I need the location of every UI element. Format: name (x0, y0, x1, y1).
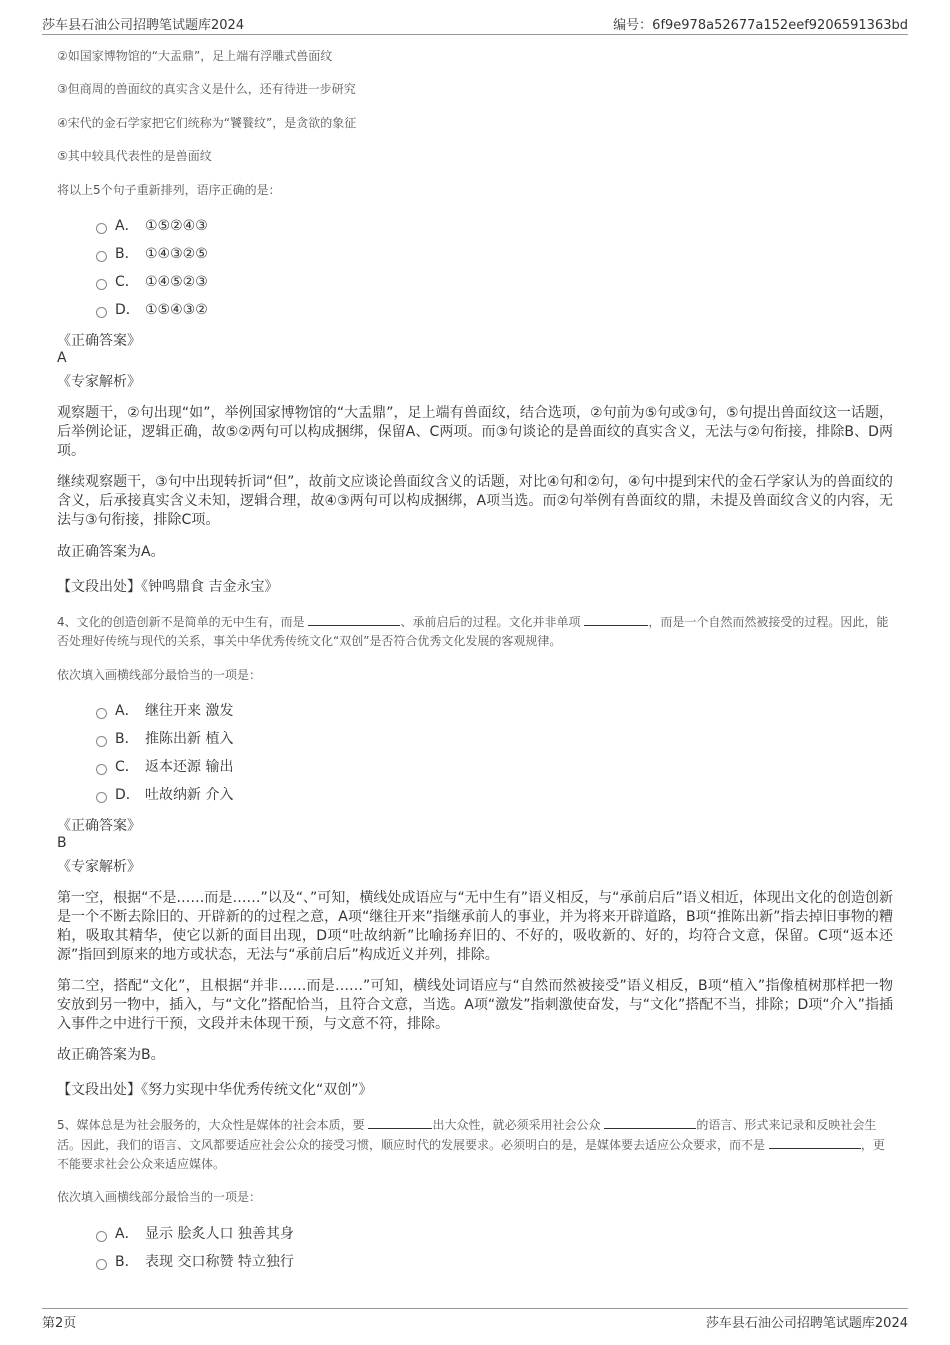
q4-analysis-conclusion: 故正确答案为B。 (57, 1047, 165, 1063)
q3-answer: A (57, 350, 67, 366)
q4-option-b[interactable]: B． 推陈出新 植入 (96, 729, 233, 749)
q4-option-a[interactable]: A． 继往开来 激发 (96, 701, 233, 721)
blank (368, 1115, 432, 1129)
q3-analysis-paragraph-2: 继续观察题干，③句中出现转折词“但”，故前文应谈论兽面纹含义的话题，对比④句和②句，④句中提到宋代的金石学家认为的兽面纹的含义，后承接真实含义未知，逻辑合理，故④③两句可以构成捆绑，A项当选。而②句举例有兽面纹的鼎，未提及兽面纹含义的内容，无法与③句衔接，排除C项。 (57, 474, 893, 528)
q3-statement-2: ②如国家博物馆的“大盂鼎”，足上端有浮雕式兽面纹 (57, 49, 333, 63)
blank (604, 1115, 696, 1129)
radio-icon[interactable] (96, 279, 107, 290)
q3-option-d[interactable]: D． ①⑤④③② (96, 300, 208, 320)
q4-option-d[interactable]: D． 吐故纳新 介入 (96, 785, 233, 805)
q3-analysis-paragraph-1: 观察题干，②句出现“如”，举例国家博物馆的“大盂鼎”，足上端有兽面纹，结合选项，②句前为⑤句或③句，⑤句提出兽面纹这一话题，后举例论证，逻辑正确，故⑤②两句可以构成捆绑，保留A、C两项。而③句谈论的是兽面纹的真实含义，无法与②句衔接，排除B、D两项。 (57, 405, 893, 459)
radio-icon[interactable] (96, 708, 107, 719)
q3-prompt: 将以上5个句子重新排列，语序正确的是： (57, 183, 281, 197)
q4-analysis-paragraph-1: 第一空，根据“不是……而是……”以及“、”可知，横线处成语应与“无中生有”语义相反，与“承前启后”语义相近，体现出文化的创造创新是一个不断去除旧的、开辟新的的过程之意，A项“继往开来”指继承前人的事业，并为将来开辟道路，B项“推陈出新”指去掉旧事物的糟粕，吸取其精华，使它以新的面目出现，D项“吐故纳新”比喻扬弃旧的、不好的，吸收新的、好的，均符合文意，保留。C项“返本还源”指回到原来的地方或状态，无法与“承前启后”构成近义并列，排除。 (57, 890, 893, 963)
footer-title: 莎车县石油公司招聘笔试题库2024 (705, 1316, 908, 1331)
q3-statement-5: ⑤其中较具代表性的是兽面纹 (57, 149, 212, 163)
document-code: 编号：6f9e978a52677a152eef9206591363bd (613, 18, 908, 33)
q4-source: 【文段出处】《努力实现中华优秀传统文化“双创”》 (57, 1082, 373, 1098)
q3-option-c[interactable]: C． ①④⑤②③ (96, 272, 208, 292)
q4-analysis-label: 《专家解析》 (57, 859, 141, 875)
q5-question-text: 5、媒体总是为社会服务的，大众性是媒体的社会本质，要 出大众性，就必须采用社会公众 的语言、形式来记录和反映社会生活。因此，我们的语言、文风都要适应社会公众的接受习惯，顺应时代的发展要求。必须明白的是，是媒体要去适应公众要求，而不是 ，更不能要求社会公众来适应媒体。 (57, 1115, 893, 1174)
blank (584, 612, 648, 626)
page-number: 第2页 (42, 1316, 77, 1331)
q4-analysis-paragraph-2: 第二空，搭配“文化”，且根据“并非……而是……”可知，横线处词语应与“自然而然被接受”语义相反，B项“植入”指像植树那样把一物安放到另一物中，插入，与“文化”搭配恰当，且符合文意，当选。A项“激发”指刺激使奋发，与“文化”搭配不当，排除；D项“介入”指插入事件之中进行干预，文段并未体现干预，与文意不符，排除。 (57, 978, 893, 1032)
radio-icon[interactable] (96, 792, 107, 803)
radio-icon[interactable] (96, 1259, 107, 1270)
q3-option-b[interactable]: B． ①④③②⑤ (96, 244, 208, 264)
q4-prompt: 依次填入画横线部分最恰当的一项是： (57, 668, 262, 682)
q3-source: 【文段出处】《钟鸣鼎食 吉金永宝》 (57, 579, 279, 595)
radio-icon[interactable] (96, 307, 107, 318)
q3-analysis-label: 《专家解析》 (57, 374, 141, 390)
q5-option-a[interactable]: A． 显示 脍炙人口 独善其身 (96, 1224, 294, 1244)
header-title: 莎车县石油公司招聘笔试题库2024 (42, 18, 245, 33)
q4-answer-label: 《正确答案》 (57, 818, 141, 834)
radio-icon[interactable] (96, 223, 107, 234)
q4-answer: B (57, 835, 67, 851)
q4-option-c[interactable]: C． 返本还源 输出 (96, 757, 233, 777)
q3-answer-label: 《正确答案》 (57, 333, 141, 349)
radio-icon[interactable] (96, 251, 107, 262)
radio-icon[interactable] (96, 1231, 107, 1242)
radio-icon[interactable] (96, 736, 107, 747)
blank (769, 1135, 861, 1149)
q5-prompt: 依次填入画横线部分最恰当的一项是： (57, 1190, 262, 1204)
radio-icon[interactable] (96, 764, 107, 775)
q3-option-a[interactable]: A． ①⑤②④③ (96, 216, 208, 236)
q4-question-text: 4、文化的创造创新不是简单的无中生有，而是 、承前启后的过程。文化并非单项 ，而是一个自然而然被接受的过程。因此，能否处理好传统与现代的关系，事关中华优秀传统文化“双创”是否符合优秀文化发展的客观规律。 (57, 612, 893, 651)
q3-statement-3: ③但商周的兽面纹的真实含义是什么，还有待进一步研究 (57, 82, 356, 96)
blank (308, 612, 400, 626)
footer-divider (42, 1308, 908, 1309)
header-divider (42, 34, 908, 35)
q3-analysis-conclusion: 故正确答案为A。 (57, 544, 165, 560)
q5-option-b[interactable]: B． 表现 交口称赞 特立独行 (96, 1252, 294, 1272)
q3-statement-4: ④宋代的金石学家把它们统称为“饕餮纹”，是贪欲的象征 (57, 116, 357, 130)
